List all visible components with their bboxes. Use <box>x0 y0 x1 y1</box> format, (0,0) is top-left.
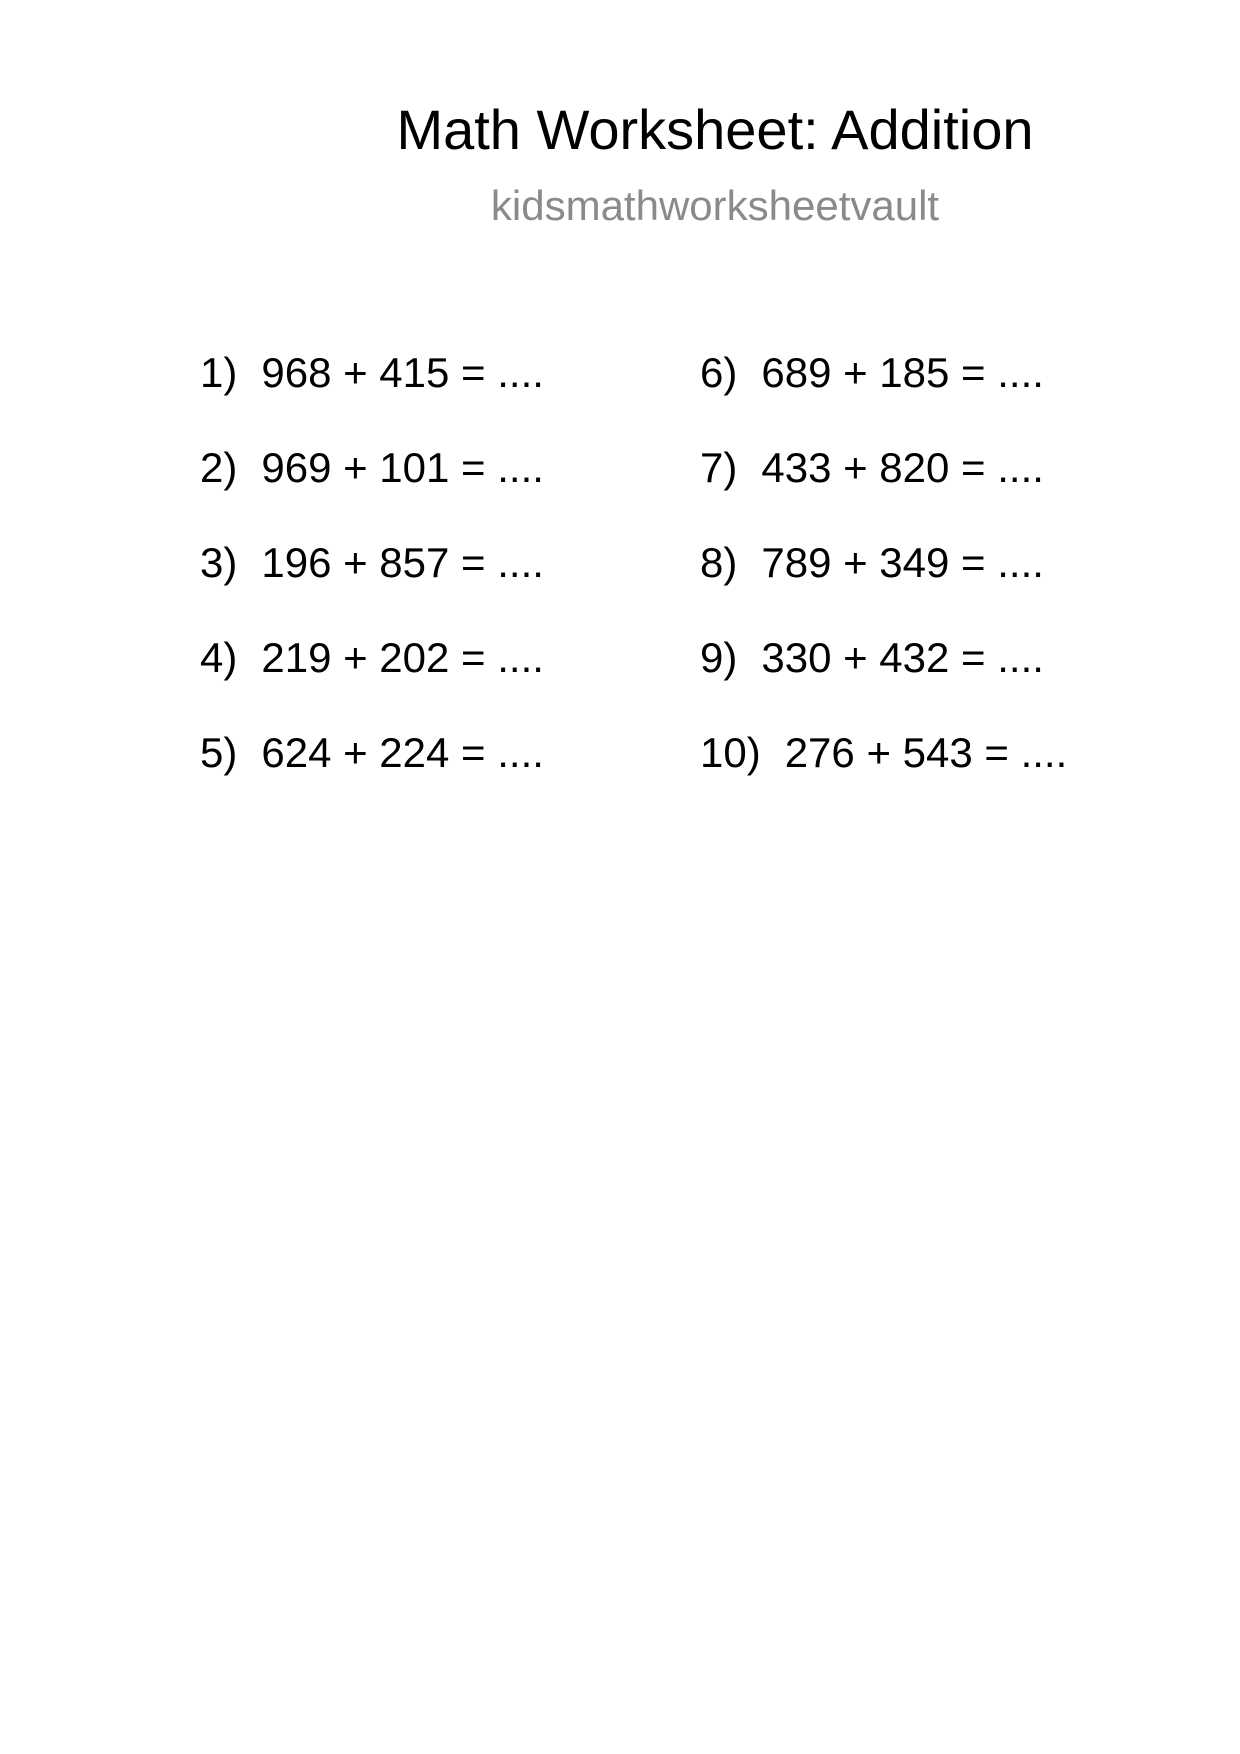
problem-number: 6) <box>700 349 738 396</box>
problem-item <box>200 443 544 538</box>
problem-expression: 219 + 202 = .... <box>261 634 544 681</box>
problem-number: 10) <box>700 729 761 776</box>
page-subtitle: kidsmathworksheetvault <box>490 182 940 229</box>
problem-item <box>200 538 544 633</box>
problem-number: 3) <box>200 539 238 586</box>
problem-expression: 789 + 349 = .... <box>761 539 1044 586</box>
problem-expression: 276 + 543 = .... <box>784 729 1068 776</box>
problem-number: 9) <box>700 634 738 681</box>
problem-item <box>200 728 544 823</box>
problem-expression: 968 + 415 = .... <box>261 349 544 396</box>
page-title: Math Worksheet: Addition <box>396 98 1034 161</box>
problem-number: 7) <box>700 444 738 491</box>
problem-number: 1) <box>200 349 238 396</box>
problem-item <box>700 443 1067 538</box>
problem-item <box>700 728 1067 823</box>
problem-expression: 433 + 820 = .... <box>761 444 1044 491</box>
problem-item <box>200 348 544 443</box>
problem-item <box>700 633 1067 728</box>
problem-number: 2) <box>200 444 238 491</box>
problem-number: 4) <box>200 634 238 681</box>
problem-expression: 196 + 857 = .... <box>261 539 544 586</box>
problem-number: 8) <box>700 539 738 586</box>
problem-expression: 689 + 185 = .... <box>761 349 1044 396</box>
problem-expression: 330 + 432 = .... <box>761 634 1044 681</box>
problem-column-right <box>700 348 1067 823</box>
problem-item <box>700 348 1067 443</box>
problem-item <box>200 633 544 728</box>
problem-column-left <box>200 348 544 823</box>
problem-expression: 624 + 224 = .... <box>261 729 544 776</box>
problem-number: 5) <box>200 729 238 776</box>
problem-item <box>700 538 1067 633</box>
problem-expression: 969 + 101 = .... <box>261 444 544 491</box>
